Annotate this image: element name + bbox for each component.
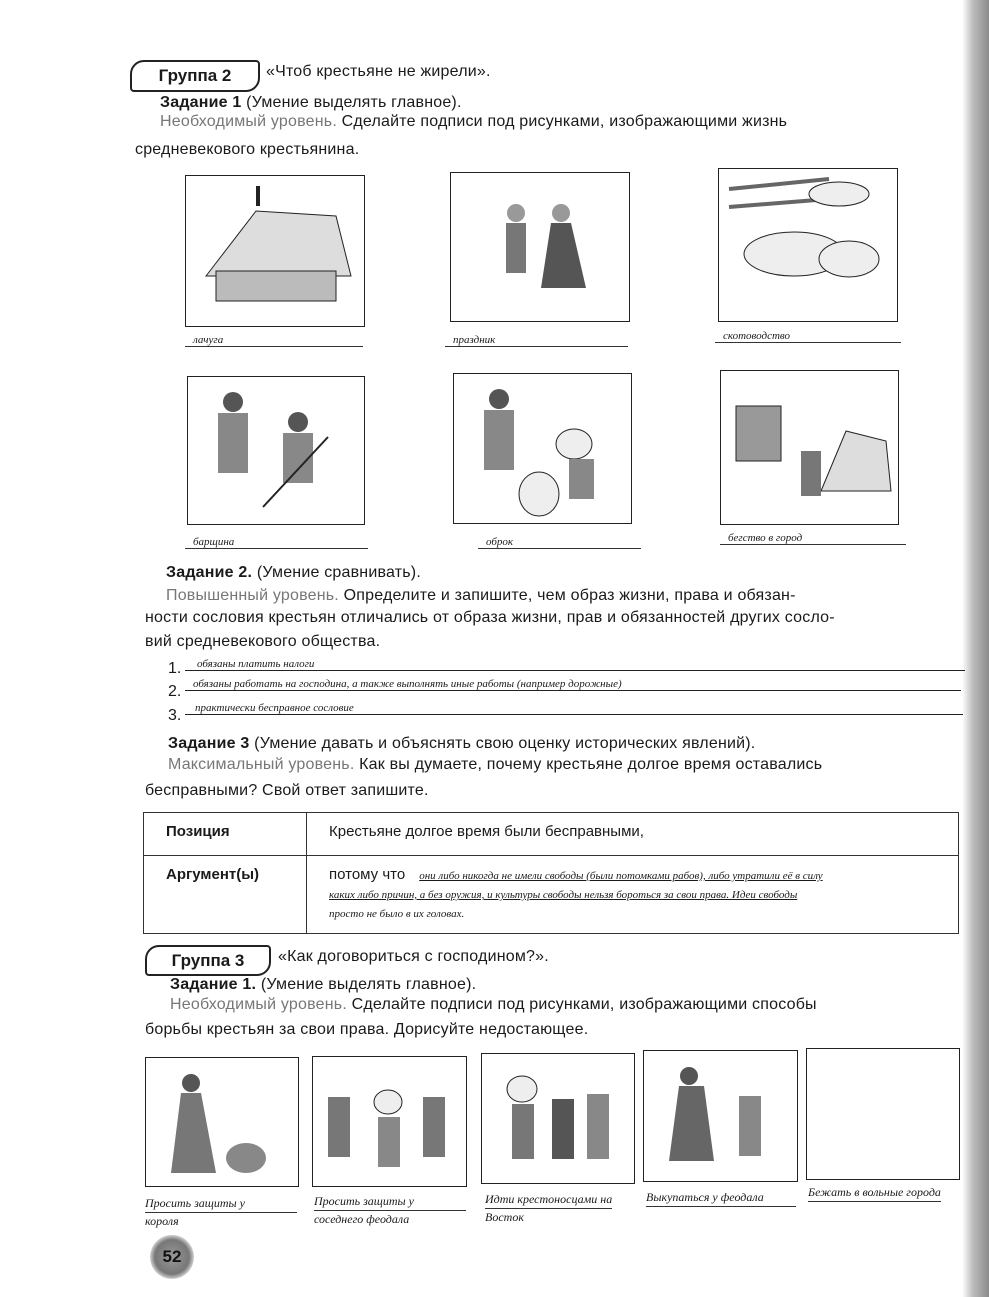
task-skill: (Умение давать и объяснять свою оценку исторических явлений). (249, 735, 756, 752)
task-2-text-1 (166, 587, 796, 605)
caption-neighbor (314, 1193, 474, 1228)
picture-neighbor-feudal (312, 1056, 467, 1187)
task-label: Задание 1 (160, 94, 242, 111)
position-label: Позиция (144, 813, 307, 856)
caption-line: Просить защиты у (314, 1193, 466, 1211)
position-text: Крестьяне долгое время были бесправными, (307, 813, 959, 856)
caption-king (145, 1195, 305, 1230)
caption-line: Идти крестоносцами на (485, 1191, 612, 1209)
text: Определите и запишите, чем образ жизни, права и обязан- (338, 587, 796, 604)
picture-hut (185, 175, 365, 327)
picture-escape (720, 370, 899, 525)
answer-line-2[interactable]: обязаны работать на господина, а также выполнять иные работы (например дорожные) (185, 678, 961, 691)
argument-line-2: каких либо причин, а без оружия, и культуры свободы нельзя бороться за свои права. Идеи свободы (329, 889, 798, 901)
task-skill: (Умение выделять главное). (256, 976, 477, 993)
task-2-text-2: ности сословия крестьян отличались от образа жизни, прав и обязанностей других сосло- (145, 609, 835, 626)
caption-line: Просить защиты у (145, 1195, 297, 1213)
group-3-task-1-text-2: борьбы крестьян за свои права. Дорисуйте недостающее. (145, 1021, 589, 1038)
answer-line-1[interactable]: обязаны платить налоги (185, 658, 965, 671)
task-1-text-2: средневекового крестьянина. (135, 141, 360, 158)
group-2-badge: Группа 2 (130, 60, 260, 92)
caption-crusade (485, 1191, 645, 1226)
picture-feast (450, 172, 630, 322)
text: Как вы думаете, почему крестьяне долгое время оставались (354, 756, 823, 773)
group-3-task-1-text-1 (170, 996, 817, 1014)
caption-free-cities (808, 1184, 968, 1202)
task-label: Задание 2. (166, 564, 253, 581)
caption-escape: бегство в город (720, 532, 906, 545)
level: Повышенный уровень. (166, 587, 339, 604)
argument-line-1: они либо никогда не имели свободы (были потомками рабов), либо утратили её в силу (419, 870, 823, 882)
group-3-badge: Группа 3 (145, 945, 271, 976)
picture-corvee (187, 376, 365, 525)
picture-king-plea (145, 1057, 299, 1187)
level: Максимальный уровень. (168, 756, 355, 773)
picture-ransom (643, 1050, 798, 1182)
task-label: Задание 3 (168, 735, 250, 752)
task-2-text-3: вий средневекового общества. (145, 633, 381, 650)
scan-edge-shadow (962, 0, 989, 1297)
caption-line: Выкупаться у феодала (646, 1189, 796, 1207)
answer-number: 3. (168, 707, 182, 724)
task-skill: (Умение выделять главное). (241, 94, 462, 111)
group-3-task-1-heading (170, 976, 476, 994)
group-2-title: «Чтоб крестьяне не жирели». (266, 63, 491, 80)
picture-cattle (718, 168, 898, 322)
argument-line-3: просто не было в их головах. (329, 908, 465, 920)
task-3-text-1 (168, 756, 822, 774)
group-3-title: «Как договориться с господином?». (278, 948, 549, 965)
text: Сделайте подписи под рисунками, изображающими жизнь (336, 113, 788, 130)
picture-crusade (481, 1053, 635, 1184)
answer-line-3[interactable]: практически бесправное сословие (185, 702, 963, 715)
argument-label: Аргумент(ы) (144, 856, 307, 934)
task-1-heading (160, 94, 462, 112)
empty-picture-frame[interactable] (806, 1048, 960, 1180)
task-label: Задание 1. (170, 976, 257, 993)
level: Необходимый уровень. (160, 113, 337, 130)
caption-hut: лачуга (185, 334, 363, 347)
level: Необходимый уровень. (170, 996, 347, 1013)
caption-ransom (646, 1189, 806, 1207)
answer-number: 2. (168, 683, 182, 700)
picture-quitrent (453, 373, 632, 524)
caption-quitrent: оброк (478, 536, 641, 549)
caption-line: короля (145, 1214, 179, 1228)
argument-cell[interactable] (307, 856, 959, 934)
task-3-text-2: бесправными? Свой ответ запишите. (145, 782, 429, 799)
text: Сделайте подписи под рисунками, изображающими способы (346, 996, 817, 1013)
task-3-heading (168, 735, 755, 753)
answer-number: 1. (168, 660, 182, 677)
task-2-heading (166, 564, 421, 582)
caption-line: Бежать в вольные города (808, 1184, 941, 1202)
caption-line: соседнего феодала (314, 1212, 410, 1226)
caption-feast: праздник (445, 334, 628, 347)
page-number: 52 (150, 1235, 194, 1279)
position-argument-table (143, 812, 959, 934)
caption-cattle: скотоводство (715, 330, 901, 343)
caption-line: Восток (485, 1210, 524, 1224)
task-1-text-1 (160, 113, 787, 131)
task-skill: (Умение сравнивать). (252, 564, 421, 581)
argument-prefix: потому что (329, 866, 406, 883)
caption-corvee: барщина (185, 536, 368, 549)
